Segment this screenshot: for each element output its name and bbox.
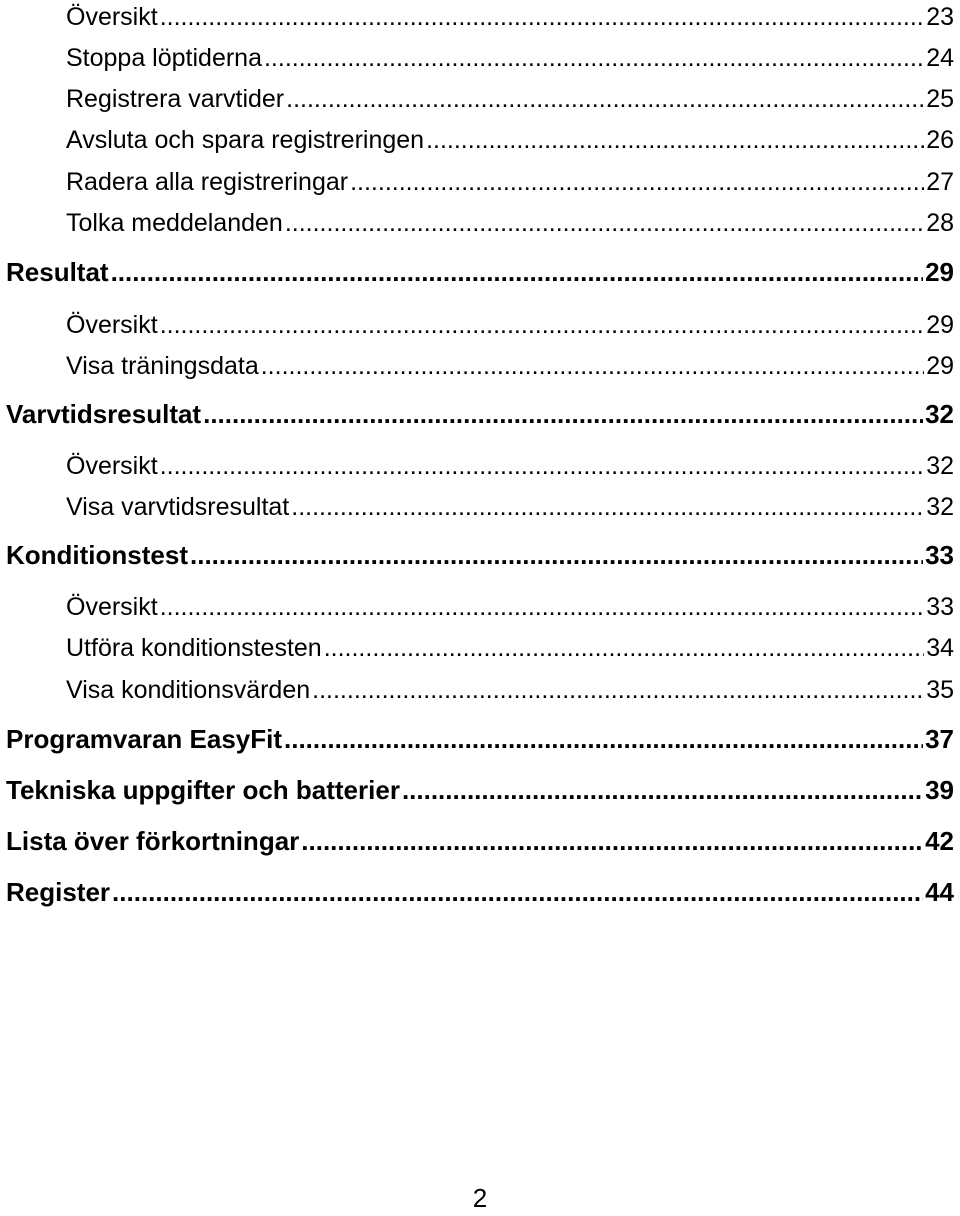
toc-entry-page: 33	[925, 540, 954, 570]
toc-entry[interactable]	[0, 490, 954, 524]
dot-leader	[190, 537, 923, 573]
toc-entry-label: Visa varvtidsresultat	[66, 493, 290, 521]
toc-entry-page: 39	[925, 775, 954, 805]
toc-entry-page: 29	[926, 311, 954, 339]
dot-leader	[291, 490, 924, 524]
dot-leader	[111, 254, 924, 290]
dot-leader	[301, 823, 923, 859]
toc-entry-page: 34	[926, 634, 954, 662]
toc-entry-label: Varvtidsresultat	[6, 399, 202, 429]
toc-entry-page: 32	[926, 452, 954, 480]
toc-entry-page: 35	[926, 676, 954, 704]
toc-entry-label: Resultat	[6, 257, 109, 287]
toc-entry[interactable]	[0, 254, 954, 290]
toc-entry-label: Stoppa löptiderna	[66, 44, 262, 72]
dot-leader	[426, 123, 924, 157]
dot-leader	[402, 772, 923, 808]
toc-entry-label: Tolka meddelanden	[66, 209, 283, 237]
toc-entry-page: 32	[925, 399, 954, 429]
toc-entry-page: 24	[926, 44, 954, 72]
toc-entry-page: 29	[926, 352, 954, 380]
dot-leader	[324, 631, 924, 665]
toc-entry-label: Avsluta och spara registreringen	[66, 126, 425, 154]
dot-leader	[312, 673, 924, 707]
dot-leader	[160, 590, 925, 624]
dot-leader	[203, 396, 923, 432]
toc-entry-label: Lista över förkortningar	[6, 826, 300, 856]
toc-entry[interactable]	[0, 721, 954, 757]
toc-entry-page: 23	[926, 3, 954, 31]
toc-entry-page: 32	[926, 493, 954, 521]
toc-entry-label: Översikt	[66, 3, 158, 31]
toc-entry[interactable]	[0, 82, 954, 116]
toc-entry-page: 42	[925, 826, 954, 856]
toc-entry-page: 26	[926, 126, 954, 154]
toc-entry-label: Tekniska uppgifter och batterier	[6, 775, 400, 805]
toc-entry-label: Programvaran EasyFit	[6, 724, 283, 754]
dot-leader	[160, 308, 925, 342]
toc-entry-label: Register	[6, 877, 111, 907]
toc-entry[interactable]	[0, 874, 954, 910]
toc-entry-page: 27	[926, 168, 954, 196]
toc-entry[interactable]	[0, 823, 954, 859]
dot-leader	[286, 82, 924, 116]
toc-entry-label: Registrera varvtider	[66, 85, 285, 113]
toc-entry[interactable]	[0, 206, 954, 240]
toc-entry[interactable]	[0, 396, 954, 432]
toc-entry[interactable]	[0, 165, 954, 199]
toc-entry-label: Visa träningsdata	[66, 352, 259, 380]
toc-entry[interactable]	[0, 41, 954, 75]
toc-entry-page: 25	[926, 85, 954, 113]
toc-entry-page: 28	[926, 209, 954, 237]
toc-entry[interactable]	[0, 673, 954, 707]
toc-entry-label: Översikt	[66, 311, 158, 339]
toc-entry[interactable]	[0, 590, 954, 624]
toc-entry[interactable]	[0, 349, 954, 383]
page-number: 2	[472, 1183, 488, 1213]
toc-entry-page: 33	[926, 593, 954, 621]
toc-entry[interactable]	[0, 308, 954, 342]
dot-leader	[350, 165, 924, 199]
toc-entry-page: 29	[925, 257, 954, 287]
toc-entry[interactable]	[0, 0, 954, 34]
toc-entry-label: Visa konditionsvärden	[66, 676, 311, 704]
toc-entry-label: Översikt	[66, 452, 158, 480]
toc-entry-label: Utföra konditionstesten	[66, 634, 322, 662]
toc-entry-label: Radera alla registreringar	[66, 168, 349, 196]
dot-leader	[160, 449, 925, 483]
toc-entry-page: 44	[925, 877, 954, 907]
dot-leader	[284, 721, 923, 757]
toc-entry-label: Konditionstest	[6, 540, 188, 570]
dot-leader	[261, 349, 924, 383]
toc-entry[interactable]	[0, 449, 954, 483]
toc-entry[interactable]	[0, 772, 954, 808]
toc-entry[interactable]	[0, 631, 954, 665]
dot-leader	[112, 874, 923, 910]
toc-entry-label: Översikt	[66, 593, 158, 621]
toc-entry-page: 37	[925, 724, 954, 754]
toc-entry[interactable]	[0, 123, 954, 157]
dot-leader	[160, 0, 925, 34]
toc-entry[interactable]	[0, 537, 954, 573]
dot-leader	[264, 41, 924, 75]
dot-leader	[285, 206, 924, 240]
